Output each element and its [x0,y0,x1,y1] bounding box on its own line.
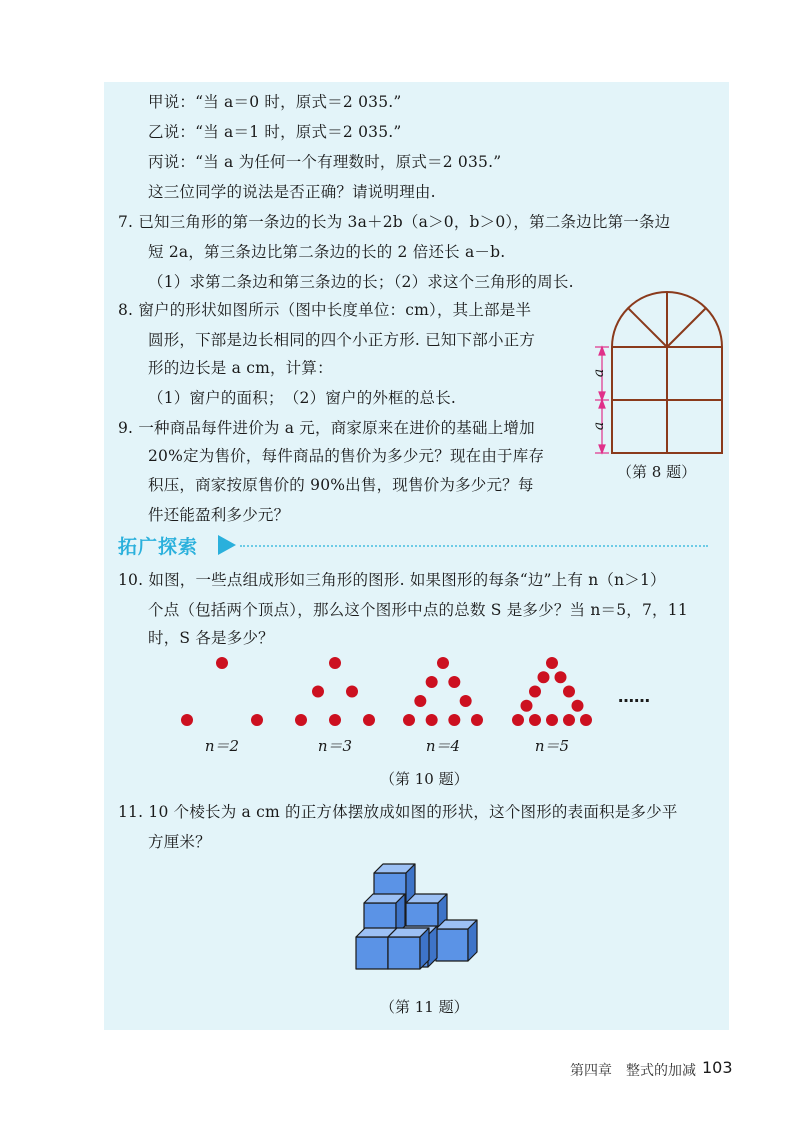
problem-8-line-2: 圆形，下部是边长相同的四个小正方形. 已知下部小正方 [148,331,536,349]
dot-n3-0 [329,657,341,669]
dot-n4-2 [448,676,460,688]
dot-n5-11 [580,714,592,726]
dot-n5-8 [529,714,541,726]
dot-n4-0 [437,657,449,669]
window-spoke-left [628,308,667,347]
figure-10-dot-triangles [170,650,670,762]
figure-8-window [580,285,730,460]
cube-4 [436,920,477,961]
text-line-2: 乙说：“当 a＝1 时，原式＝2 035.” [148,123,402,141]
dot-n3-1 [312,686,324,698]
figure-10-caption: （第 10 题） [380,770,469,788]
problem-10-line-1: 10. 如图，一些点组成形如三角形的图形. 如果图形的每条“边”上有 n（n＞1） [118,571,666,589]
problem-8-line-3: 形的边长是 a cm，计算： [148,359,333,377]
dot-n4-5 [403,714,415,726]
dot-n4-7 [448,714,460,726]
problem-10-line-2: 个点（包括两个顶点），那么这个图形中点的总数 S 是多少？当 n＝5，7，11 [148,601,688,619]
dot-n5-7 [512,714,524,726]
problem-11-line-1: 11. 10 个棱长为 a cm 的正方体摆放成如图的形状，这个图形的表面积是多少平 [118,803,678,821]
figure-11-cube-stack [350,855,490,985]
dot-n4-3 [414,695,426,707]
footer-chapter: 第四章 整式的加减 [570,1063,696,1079]
dot-n5-0 [546,657,558,669]
dot-n3-3 [295,714,307,726]
problem-7-line-2: 短 2a，第三条边比第二条边的长的 2 倍还长 a－b. [148,243,506,261]
ellipsis: …… [618,687,650,706]
text-line-3: 丙说：“当 a 为任何一个有理数时，原式＝2 035.” [148,153,502,171]
section-title: 拓广探索 [118,536,199,558]
window-spoke-right [667,308,706,347]
dot-n5-1 [538,671,550,683]
dot-n4-4 [460,695,472,707]
text-line-1: 甲说：“当 a＝0 时，原式＝2 035.” [148,93,402,111]
problem-9-line-4: 件还能盈利多少元？ [148,506,290,524]
dot-n5-4 [563,686,575,698]
problem-9-line-2: 20%定为售价，每件商品的售价为多少元？现在由于库存 [148,447,545,465]
problem-9-line-1: 9. 一种商品每件进价为 a 元，商家原来在进价的基础上增加 [118,419,535,437]
dimension-markers [595,347,609,453]
cube-7 [388,928,429,969]
label-n-3: n＝3 [317,737,353,755]
figure-8-caption: （第 8 题） [617,463,697,481]
dot-n2-2 [251,714,263,726]
dot-n5-6 [572,700,584,712]
dot-n5-10 [563,714,575,726]
dimension-label-upper: a [591,368,607,378]
problem-10-line-3: 时，S 各是多少？ [148,629,274,647]
dot-n3-2 [346,686,358,698]
dot-n5-2 [555,671,567,683]
dot-n5-5 [521,700,533,712]
text-line-4: 这三位同学的说法是否正确？请说明理由. [148,183,436,201]
dot-n4-8 [471,714,483,726]
label-n-5: n＝5 [534,737,570,755]
problem-8-line-4: （1）窗户的面积； （2）窗户的外框的总长. [148,389,457,407]
dot-n4-6 [426,714,438,726]
dimension-label-lower: a [591,421,607,431]
page-number: 103 [702,1058,733,1077]
dot-n3-5 [363,714,375,726]
dot-n3-4 [329,714,341,726]
dot-n2-0 [216,657,228,669]
dot-n4-1 [426,676,438,688]
label-n-4: n＝4 [425,737,461,755]
section-arrow-icon [218,535,236,555]
dot-n5-3 [529,686,541,698]
figure-11-caption: （第 11 题） [380,998,469,1016]
label-n-2: n＝2 [204,737,240,755]
problem-11-line-2: 方厘米？ [148,833,211,851]
problem-8-line-1: 8. 窗户的形状如图所示（图中长度单位：cm），其上部是半 [118,301,532,319]
dot-n5-9 [546,714,558,726]
problem-7-line-3: （1）求第二条边和第三条边的长；（2）求这个三角形的周长. [148,273,574,291]
problem-7-line-1: 7. 已知三角形的第一条边的长为 3a＋2b（a＞0，b＞0），第二条边比第一条边 [118,213,671,231]
section-divider [240,545,708,547]
problem-9-line-3: 积压，商家按原售价的 90%出售，现售价为多少元？每 [148,476,534,494]
dot-n2-1 [181,714,193,726]
